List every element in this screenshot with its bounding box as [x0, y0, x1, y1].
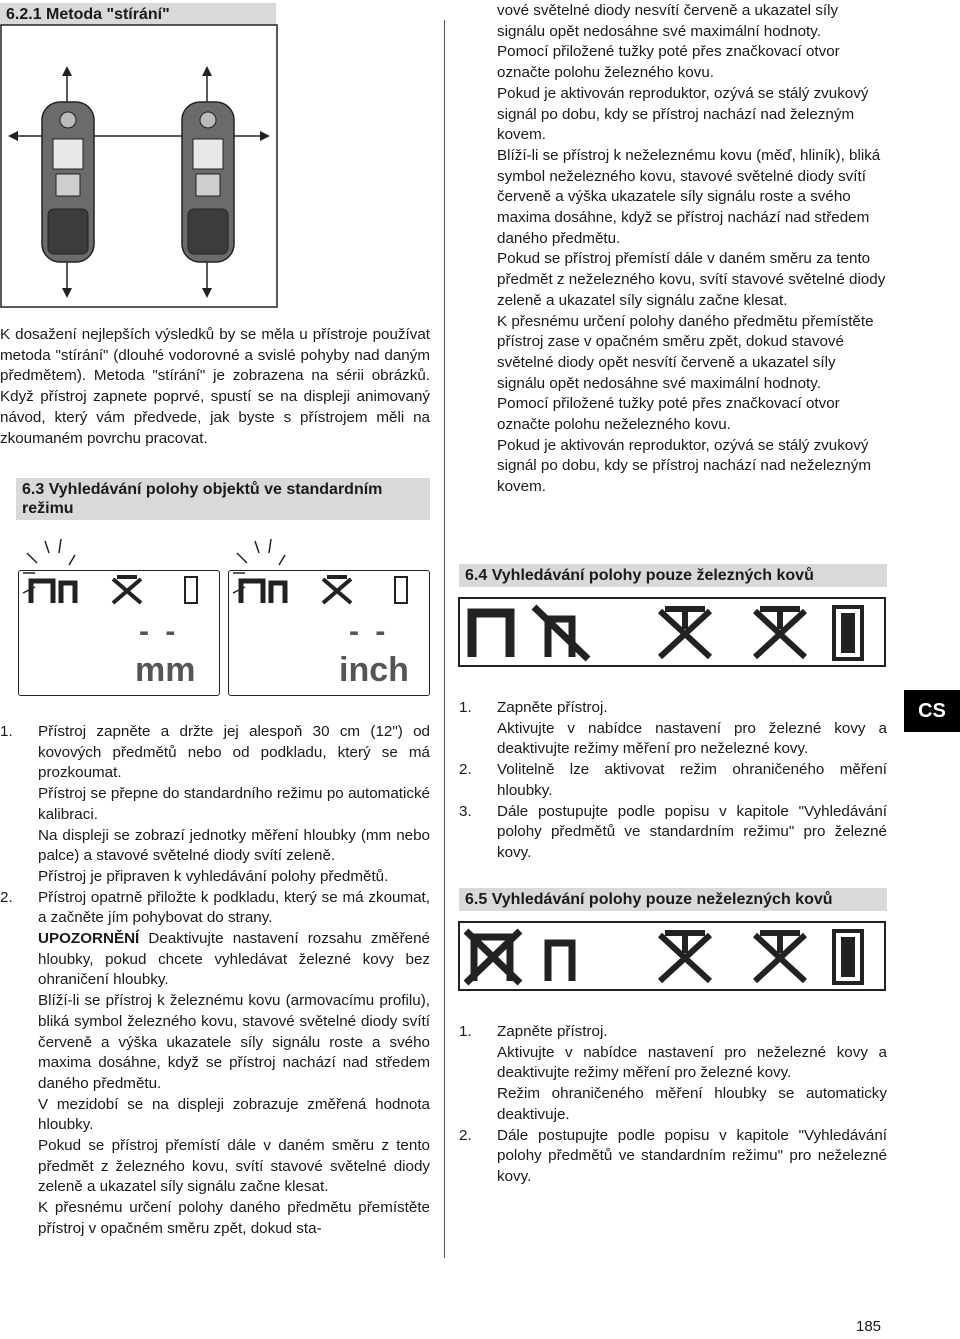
list-item: [459, 760, 887, 801]
nonferrous-metal-icon: [548, 943, 572, 981]
cable-crossed-icon: [755, 609, 805, 657]
ferrous-metal-icon: [31, 581, 53, 603]
wiping-method-intro: K dosažení nejlepších výsledků by se měla u přístroje používat metoda "stírání" (dlouhé vodorovné a svislé pohyby nad daným předmětem). Metoda "stírání" je zobrazena na sérii obrázků. Když přístroj zapnete poprvé, spustí se na displeji animovaný návod, který vám předvede, jak byste s přístrojem měli na zkoumaném povrchu pracovat.: [0, 326, 430, 447]
note-text: Deaktivujte nastavení rozsahu změřené hloubky, pokud chcete vyhledávat železné kovy bez ohraničení hloubky.: [38, 930, 430, 989]
nonferrous-only-icons: [458, 921, 886, 991]
step-text: Přístroj zapněte a držte jej alespoň 30 cm (12") od kovových předmětů nebo od podkladu, který se má prozkoumat.: [38, 723, 430, 782]
step-text: K přesnému určení polohy daného předmětu přemístěte přístroj v opačném směru zpět, dokud sta-: [38, 1199, 430, 1237]
detector-device-icon: [42, 102, 94, 262]
paragraph: Pokud se přístroj přemístí dále v daném směru za tento předmět z neželezného kovu, svítí stavové světelné diody zeleně a ukazatel síly signálu začne klesat.: [497, 250, 886, 309]
steps-list-6-5: [459, 1022, 887, 1188]
section-heading-6-2-1: 6.2.1 Metoda "stírání": [0, 3, 276, 26]
cable-crossed-icon: [755, 933, 805, 981]
step-number: 2.: [0, 888, 13, 906]
list-item: [459, 698, 887, 760]
step-number: 1.: [459, 699, 472, 716]
list-item: [459, 1022, 887, 1126]
list-item: [0, 722, 430, 888]
step-text: Blíží-li se přístroj k železnému kovu (armovacímu profilu), bliká symbol železného kovu, stavové světelné diody svítí červeně a výška ukazatele síly signálu roste a svého maxima dosáhne, když se přístroj nachází nad středem daného předmětu.: [38, 992, 430, 1092]
column-divider: [444, 20, 445, 1258]
paragraph: Blíží-li se přístroj k neželeznému kovu (měď, hliník), bliká symbol neželezného kovu, stavové světelné diody svítí červeně a výška ukazatele síly signálu roste a svého maxima dosáhne, když se přístroj nachází nad středem daného předmětu.: [497, 146, 881, 247]
paragraph: Pokud je aktivován reproduktor, ozývá se stálý zvukový signál po dobu, kdy se přístroj nachází nad neželezným kovem.: [497, 436, 871, 496]
depth-unit: inch: [339, 651, 409, 689]
paragraph: vové světelné diody nesvítí červeně a ukazatel síly signálu opět nedosáhne své maximální hodnoty.: [497, 2, 839, 40]
steps-list-6-4: [459, 698, 887, 864]
language-tab: CS: [904, 690, 960, 732]
section-heading-6-5: 6.5 Vyhledávání polohy pouze neželezných kovů: [459, 888, 887, 911]
list-item: [459, 802, 887, 864]
depth-dashes: - -: [349, 615, 390, 648]
live-wire-icon: [113, 577, 141, 603]
battery-icon: [834, 931, 862, 983]
step-text: Přístroj se přepne do standardního režimu po automatické kalibraci.: [38, 785, 430, 823]
paragraph: K přesnému určení polohy daného předmětu přemístěte přístroj zase v opačném směru zpět, dokud stavové světelné diody opět nesvítí červeně a ukazatel síly signálu opět nedosáhne své maximální hodnoty.: [497, 312, 874, 392]
step-number: 3.: [459, 802, 472, 820]
list-item: [0, 888, 430, 1240]
lcd-display-inch: [228, 570, 430, 696]
depth-unit: mm: [135, 651, 196, 689]
step-text: Aktivujte v nabídce nastavení pro železné kovy a deaktivujte režimy měření pro neželezné kovy.: [497, 719, 887, 758]
ferrous-metal-crossed-icon: [466, 931, 520, 983]
continued-text: [497, 1, 887, 498]
step-text: Dále postupujte podle popisu v kapitole "Vyhledávání polohy předmětů ve standardním režimu" pro neželezné kovy.: [497, 1126, 887, 1185]
step-text: Zapněte přístroj.: [497, 1023, 608, 1040]
step-text: Režim ohraničeného měření hloubky se automaticky deaktivuje.: [497, 1085, 887, 1123]
step-text: V mezidobí se na displeji zobrazuje změřená hodnota hloubky.: [38, 1095, 430, 1134]
section-heading-6-4: 6.4 Vyhledávání polohy pouze železných kovů: [459, 564, 887, 587]
note: [38, 929, 430, 991]
detector-device-icon: [182, 102, 234, 262]
battery-icon: [185, 577, 197, 603]
step-text: Volitelně lze aktivovat režim ohraničeného měření hloubky.: [497, 761, 887, 799]
list-item: [459, 1126, 887, 1188]
wiping-method-figure: [0, 24, 278, 308]
live-wire-crossed-icon: [660, 609, 710, 657]
lcd-display-mm: [18, 570, 220, 696]
battery-icon: [834, 607, 862, 659]
nonferrous-metal-icon: [61, 583, 75, 603]
paragraph: Pomocí přiložené tužky poté přes značkovací otvor označte polohu železného kovu.: [497, 43, 840, 82]
step-text: Dále postupujte podle popisu v kapitole "Vyhledávání polohy předmětů ve standardním režimu" pro železné kovy.: [497, 802, 887, 861]
nonferrous-metal-crossed-icon: [534, 607, 588, 659]
step-number: 2.: [459, 1126, 472, 1144]
depth-dashes: - -: [139, 615, 180, 648]
display-icons: [227, 531, 431, 611]
step-text: Přístroj opatrně přiložte k podkladu, který se má zkoumat, a začněte jím pohybovat do strany.: [38, 888, 430, 927]
display-icons: [17, 531, 221, 611]
step-text: Zapněte přístroj.: [497, 699, 608, 716]
live-wire-icon: [323, 577, 351, 603]
step-number: 1.: [0, 723, 13, 740]
step-text: Aktivujte v nabídce nastavení pro neželezné kovy a deaktivujte režimy měření pro železné kovy.: [497, 1043, 887, 1082]
ferrous-only-icons: [458, 597, 886, 667]
paragraph: Pokud je aktivován reproduktor, ozývá se stálý zvukový signál po dobu, kdy se přístroj nachází nad železným kovem.: [497, 84, 869, 144]
paragraph: Pomocí přiložené tužky poté přes značkovací otvor označte polohu neželezného kovu.: [497, 395, 840, 434]
section-heading-6-3: 6.3 Vyhledávání polohy objektů ve standardním režimu: [16, 478, 430, 520]
step-text: Pokud se přístroj přemístí dále v daném směru z tento předmět z železného kovu, svítí stavové světelné diody zeleně a ukazatel síly signálu začne klesat.: [38, 1137, 430, 1196]
ferrous-metal-icon: [472, 613, 510, 657]
step-text: Přístroj je připraven k vyhledávání polohy předmětů.: [38, 867, 389, 885]
steps-list-6-3: [0, 722, 430, 1240]
page-number: 185: [856, 1318, 882, 1335]
battery-icon: [395, 577, 407, 603]
nonferrous-metal-icon: [271, 583, 285, 603]
live-wire-crossed-icon: [660, 933, 710, 981]
ferrous-metal-icon: [241, 581, 263, 603]
step-number: 1.: [459, 1023, 472, 1040]
step-number: 2.: [459, 761, 472, 779]
note-label: UPOZORNĚNÍ: [38, 930, 140, 948]
step-text: Na displeji se zobrazí jednotky měření hloubky (mm nebo palce) a stavové světelné diody svítí zeleně.: [38, 826, 430, 865]
